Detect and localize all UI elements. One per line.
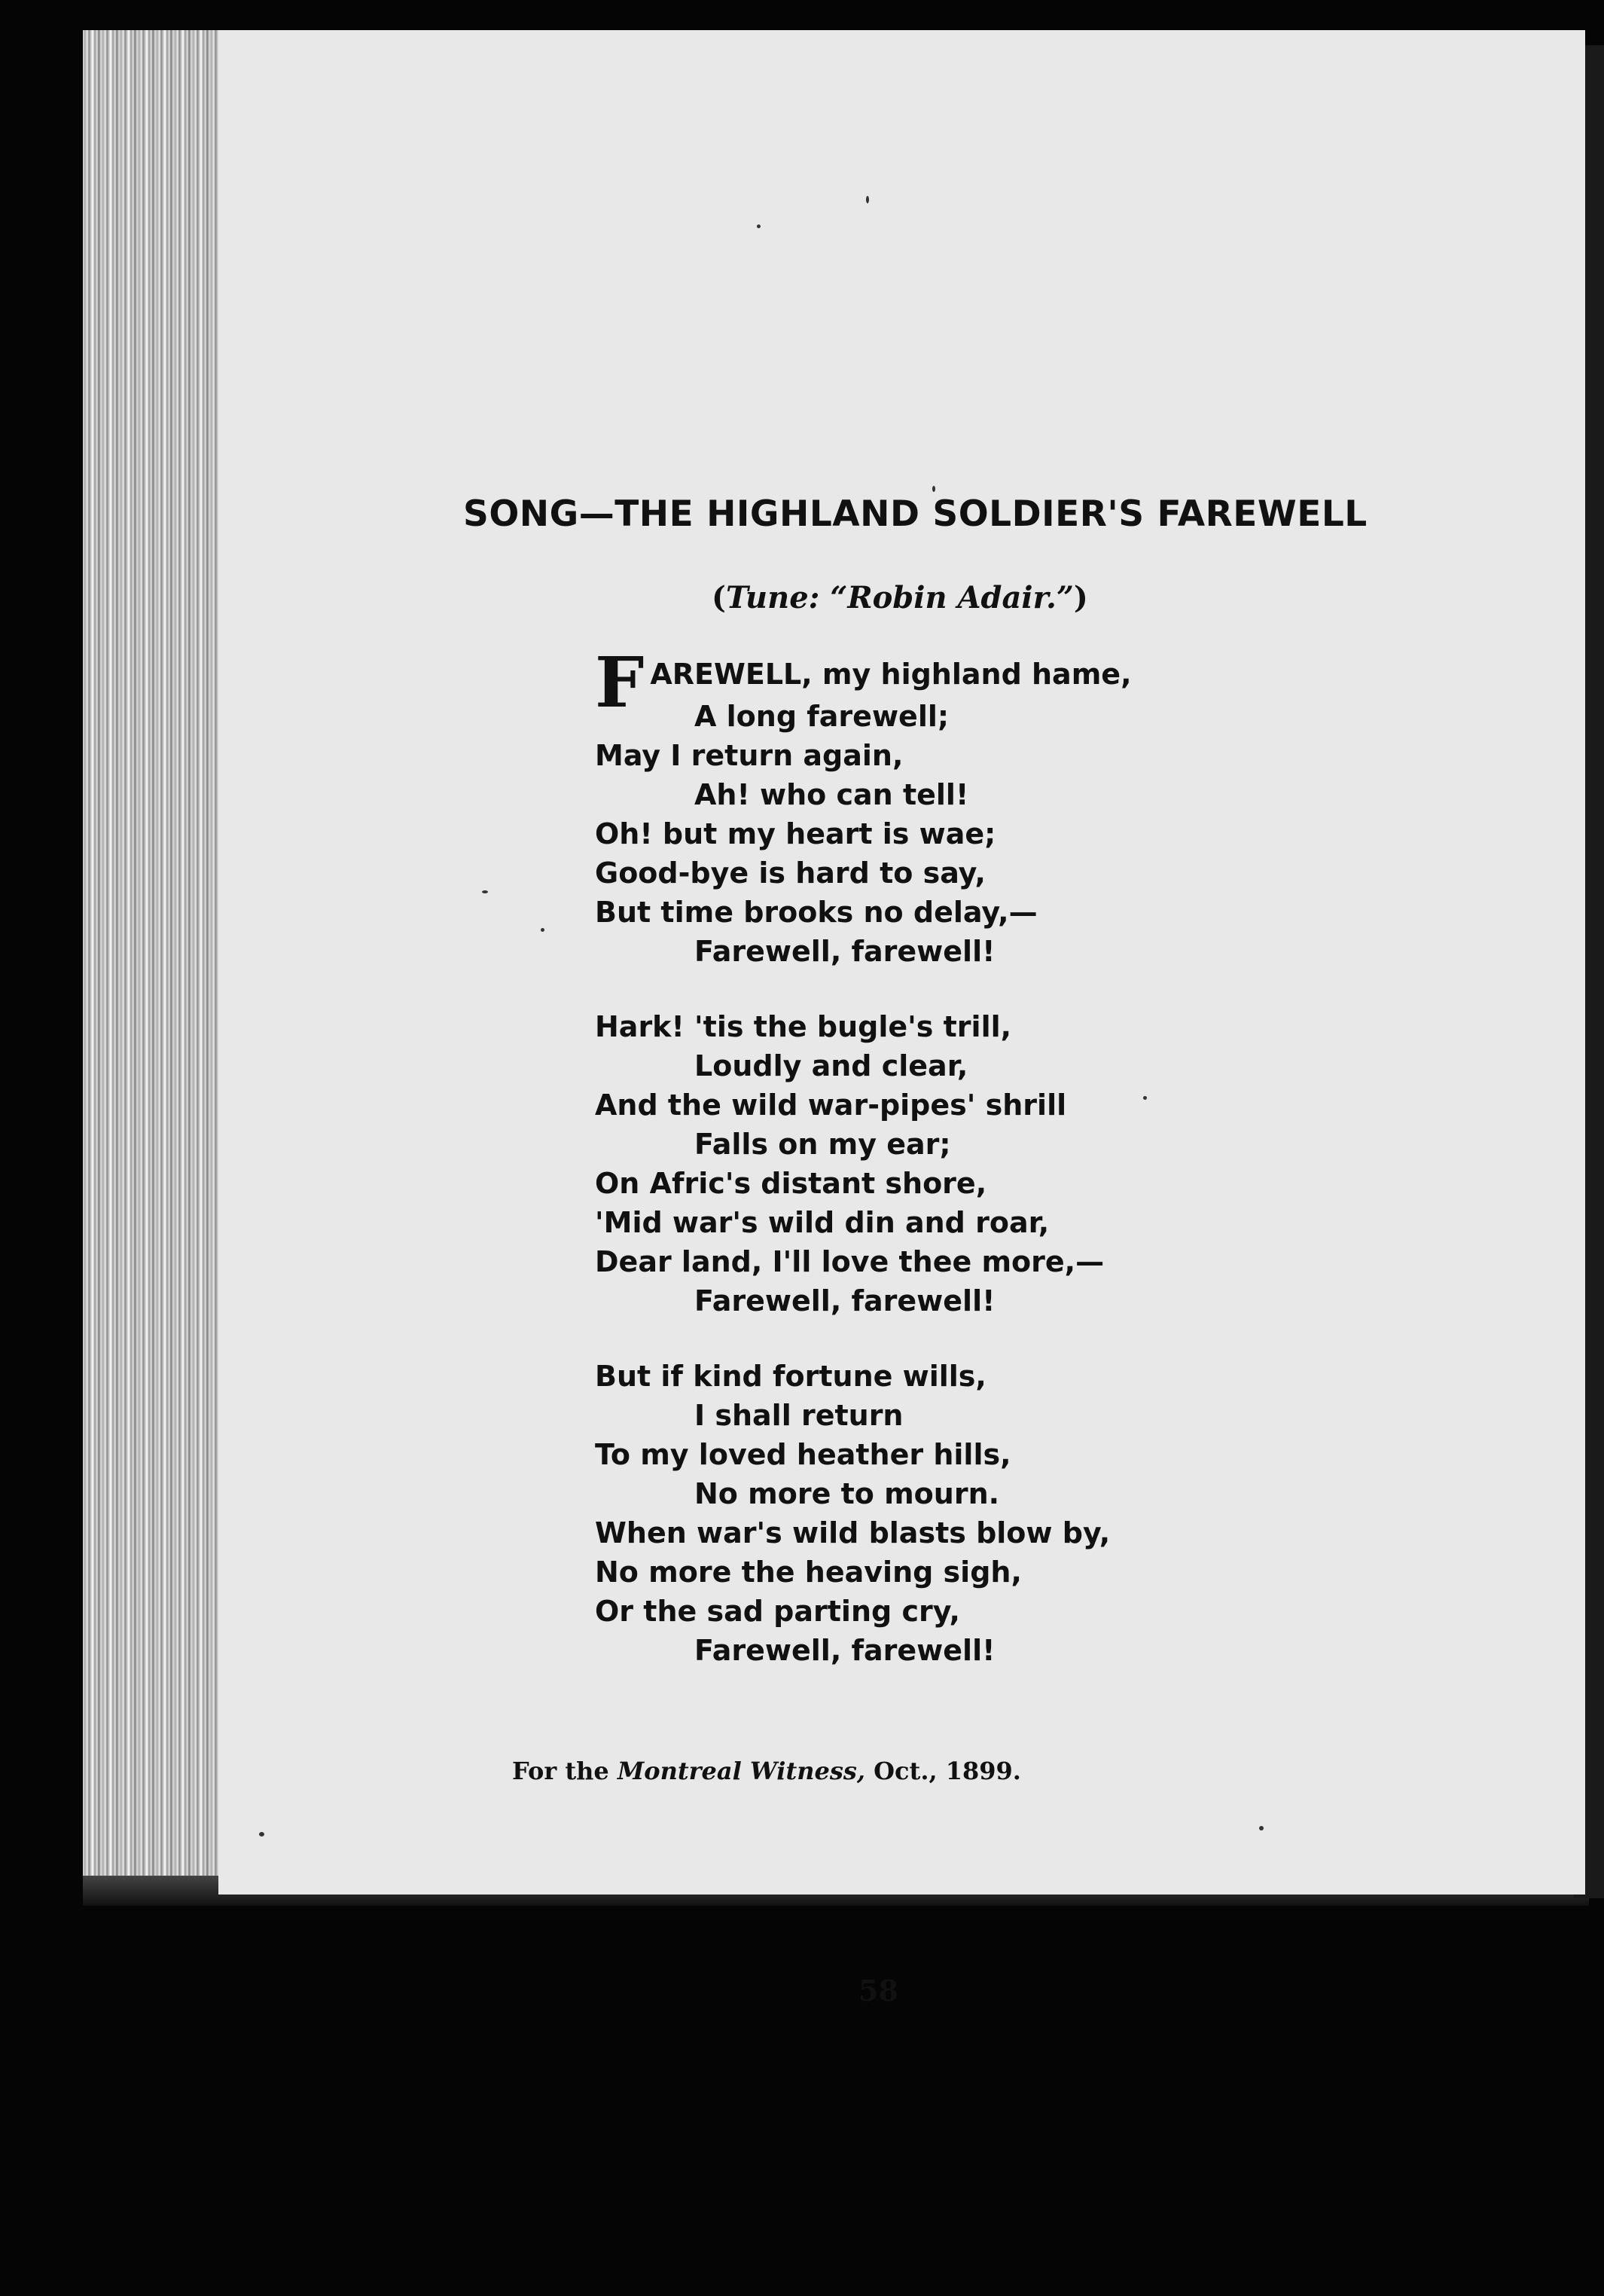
poem-line: Farewell, farewell! (694, 1634, 996, 1667)
tune-open-paren: ( (712, 580, 726, 615)
poem-line: Or the sad parting cry, (595, 1595, 960, 1628)
song-title: SONG—THE HIGHLAND SOLDIER'S FAREWELL (463, 493, 1368, 535)
poem-line: Farewell, farewell! (694, 1284, 996, 1317)
poem-line: When war's wild blasts blow by, (595, 1516, 1111, 1549)
poem-line: Dear land, I'll love thee more,— (595, 1245, 1105, 1278)
tune-label: Tune: (725, 580, 831, 615)
poem-line: Good-bye is hard to say, (595, 856, 986, 890)
poem-line: Falls on my ear; (694, 1128, 951, 1161)
scan-speck (1143, 1096, 1147, 1100)
credit-suffix: Oct., 1899. (865, 1757, 1021, 1785)
stanza-3 (595, 1357, 1348, 1670)
drop-cap: F (595, 642, 645, 723)
poem-line: And the wild war-pipes' shrill (595, 1088, 1067, 1122)
stanza-1 (595, 642, 1348, 971)
scan-speck (757, 224, 761, 228)
poem-line: A long farewell; (694, 700, 950, 733)
poem-line: May I return again, (595, 739, 904, 772)
poem-line: Loudly and clear, (694, 1049, 968, 1082)
first-line-text: AREWELL, my highland hame, (650, 658, 1132, 691)
poem-line: Ah! who can tell! (694, 778, 969, 811)
poem-line: Oh! but my heart is wae; (595, 817, 996, 850)
poem-line: But time brooks no delay,— (595, 896, 1038, 929)
poem-line: I shall return (694, 1399, 904, 1432)
poem-line: Farewell, farewell! (694, 935, 996, 968)
scan-speck (541, 928, 544, 932)
book-page-edges (83, 30, 222, 1883)
poem-line: To my loved heather hills, (595, 1438, 1011, 1471)
scan-speck (482, 890, 488, 893)
tune-close-paren: ) (1073, 580, 1088, 615)
poem-body (595, 642, 1348, 1706)
tune-line (712, 580, 1088, 615)
scan-speck (866, 196, 869, 203)
tune-name: “Robin Adair.” (830, 580, 1074, 615)
page-number: 58 (858, 1974, 898, 2007)
poem-line: No more the heaving sigh, (595, 1556, 1022, 1589)
stanza-2 (595, 1007, 1348, 1321)
credit-publication: Montreal Witness, (617, 1757, 866, 1785)
publication-credit (512, 1757, 1021, 1785)
poem-line: On Afric's distant shore, (595, 1167, 987, 1200)
poem-line: 'Mid war's wild din and roar, (595, 1206, 1050, 1239)
poem-line: No more to mourn. (694, 1477, 1000, 1510)
poem-line: But if kind fortune wills, (595, 1360, 986, 1393)
scan-speck (1259, 1826, 1264, 1830)
scan-speck (259, 1832, 264, 1836)
poem-line: Hark! 'tis the bugle's trill, (595, 1010, 1012, 1043)
scan-speck (932, 486, 935, 492)
credit-prefix: For the (512, 1757, 618, 1785)
